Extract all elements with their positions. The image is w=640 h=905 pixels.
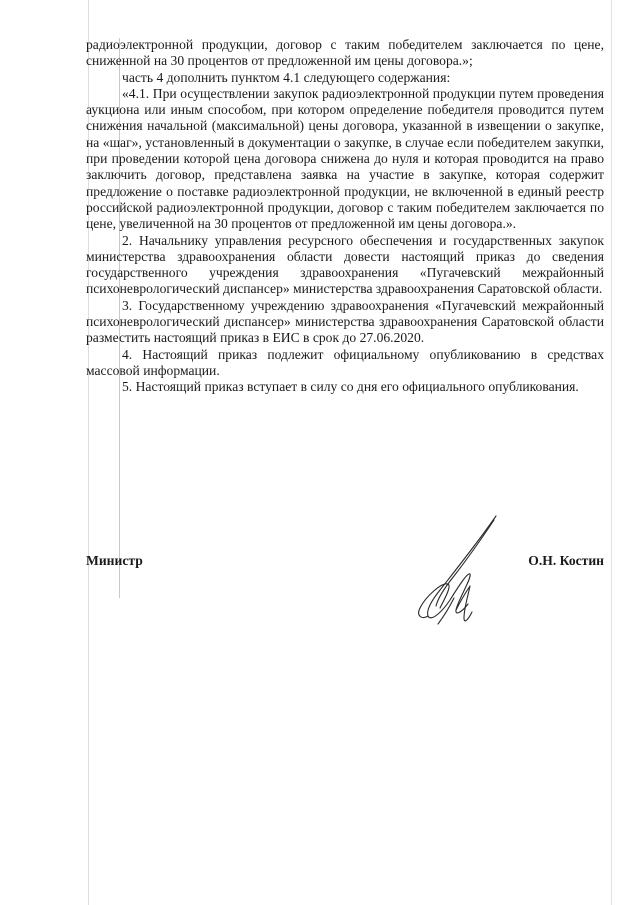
paragraph-clause-4-1: «4.1. При осуществлении закупок радиоэлектронной продукции путем проведения аукциона или иным способом, при котором определение победителя проводится путем снижения начальной (максимальной) цены договора, указанной в извещении о закупке, на «шаг», установленный в документации о закупке, в случае если победителем закупки, при проведении которой цена договора снижена до нуля и которая проводится на право заключить договор, представлена заявка на участие в закупке, которая содержит предложение о поставке радиоэлектронной продукции, не включенной в единый реестр российской радиоэлектронной продукции, договор с таким победителем заключается по цене, увеличенной на 30 процентов от предложенной им цены договора.». bbox=[86, 85, 604, 232]
handwritten-signature-icon bbox=[398, 512, 528, 630]
paragraph-item-4: 4. Настоящий приказ подлежит официальному опубликованию в средствах массовой информации. bbox=[86, 346, 604, 378]
document-body bbox=[86, 37, 604, 396]
paragraph-item-2: 2. Начальнику управления ресурсного обеспечения и государственных закупок министерства здравоохранения области довести настоящий приказ до сведения государственного учреждения здравоохранения «Пугачевский межрайонный психоневрологический диспансер» министерства здравоохранения Саратовской области. bbox=[86, 232, 604, 297]
scan-artifact-line bbox=[611, 0, 612, 905]
signatory-position: Министр bbox=[86, 553, 143, 568]
paragraph-item-3: 3. Государственному учреждению здравоохранения «Пугачевский межрайонный психоневрологический диспансер» министерства здравоохранения Саратовской области разместить настоящий приказ в ЕИС в срок до 27.06.2020. bbox=[86, 297, 604, 346]
paragraph-item-5: 5. Настоящий приказ вступает в силу со дня его официального опубликования. bbox=[122, 379, 579, 395]
paragraph-continuation: радиоэлектронной продукции, договор с таким победителем заключается по цене, сниженной на 30 процентов от предложенной им цены договора.»; bbox=[86, 37, 604, 69]
signatory-name: О.Н. Костин bbox=[528, 553, 604, 568]
paragraph-amendment-intro: часть 4 дополнить пунктом 4.1 следующего содержания: bbox=[122, 69, 451, 85]
